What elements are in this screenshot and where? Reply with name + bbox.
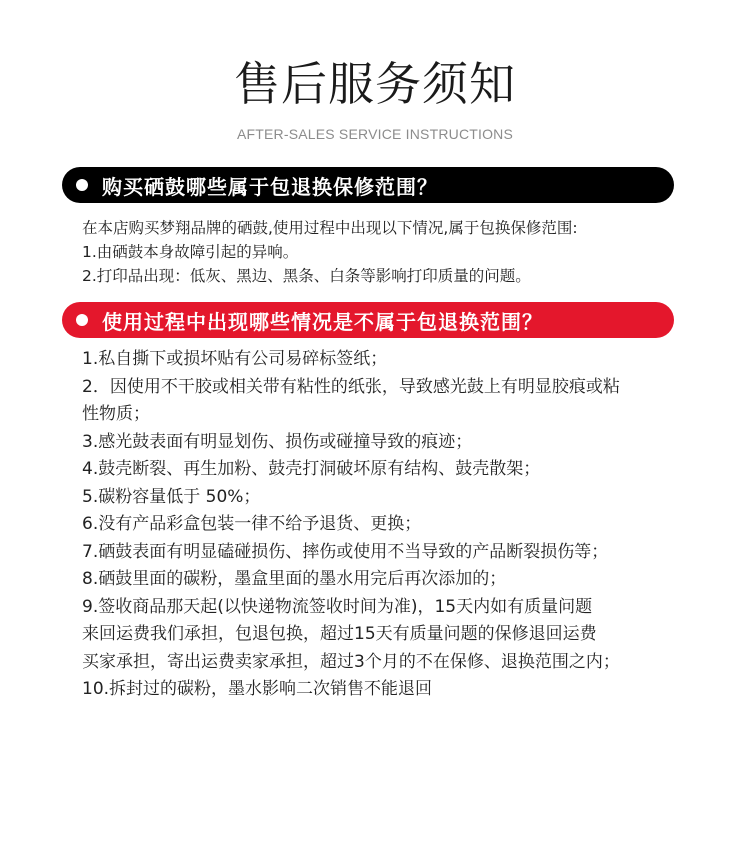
page-subtitle: AFTER-SALES SERVICE INSTRUCTIONS <box>236 126 514 142</box>
out-of-scope-item: 4.鼓壳断裂、再生加粉、鼓壳打洞破坏原有结构、鼓壳散架； <box>82 459 541 479</box>
out-of-scope-heading: 使用过程中出现哪些情况是不属于包退换范围？ <box>102 309 543 334</box>
out-of-scope-item: 买家承担，寄出运费卖家承担，超过3个月的不在保修、退换范围之内； <box>82 651 620 672</box>
out-of-scope-item: 9.签收商品那天起(以快递物流签收时间为准)，15天内如有质量问题 <box>82 596 593 617</box>
in-scope-heading-banner <box>62 167 674 203</box>
in-scope-item: 1.由硒鼓本身故障引起的异响。 <box>82 243 299 261</box>
bullet-icon <box>76 314 88 326</box>
out-of-scope-item: 10.拆封过的碳粉，墨水影响二次销售不能退回 <box>82 679 433 699</box>
out-of-scope-heading-banner <box>62 302 674 338</box>
in-scope-section <box>82 216 682 288</box>
out-of-scope-item: 来回运费我们承担，包退包换，超过15天有质量问题的保修退回运费 <box>82 624 597 644</box>
page-title: 售后服务须知 <box>234 57 516 111</box>
out-of-scope-item: 2．因使用不干胶或相关带有粘性的纸张，导致感光鼓上有明显胶痕或粘 <box>82 376 620 397</box>
in-scope-item: 2.打印品出现：低灰、黑边、黑条、白条等影响打印质量的问题。 <box>82 267 531 285</box>
out-of-scope-item: 3.感光鼓表面有明显划伤、损伤或碰撞导致的痕迹； <box>82 431 473 452</box>
out-of-scope-item: 6.没有产品彩盒包装一律不给予退货、更换； <box>82 514 422 534</box>
out-of-scope-section <box>82 346 682 704</box>
out-of-scope-item: 7.硒鼓表面有明显磕碰损伤、摔伤或使用不当导致的产品断裂损伤等； <box>82 541 609 562</box>
out-of-scope-item: 1.私自撕下或损坏贴有公司易碎标签纸； <box>82 349 388 369</box>
bullet-icon <box>76 179 88 191</box>
out-of-scope-item: 8.硒鼓里面的碳粉，墨盒里面的墨水用完后再次添加的； <box>82 569 507 589</box>
out-of-scope-item: 5.碳粉容量低于 50%； <box>82 486 261 507</box>
in-scope-heading: 购买硒鼓哪些属于包退换保修范围？ <box>102 174 438 199</box>
in-scope-intro: 在本店购买梦翔品牌的硒鼓,使用过程中出现以下情况,属于包换保修范围: <box>82 219 578 237</box>
out-of-scope-item: 性物质； <box>82 404 150 424</box>
